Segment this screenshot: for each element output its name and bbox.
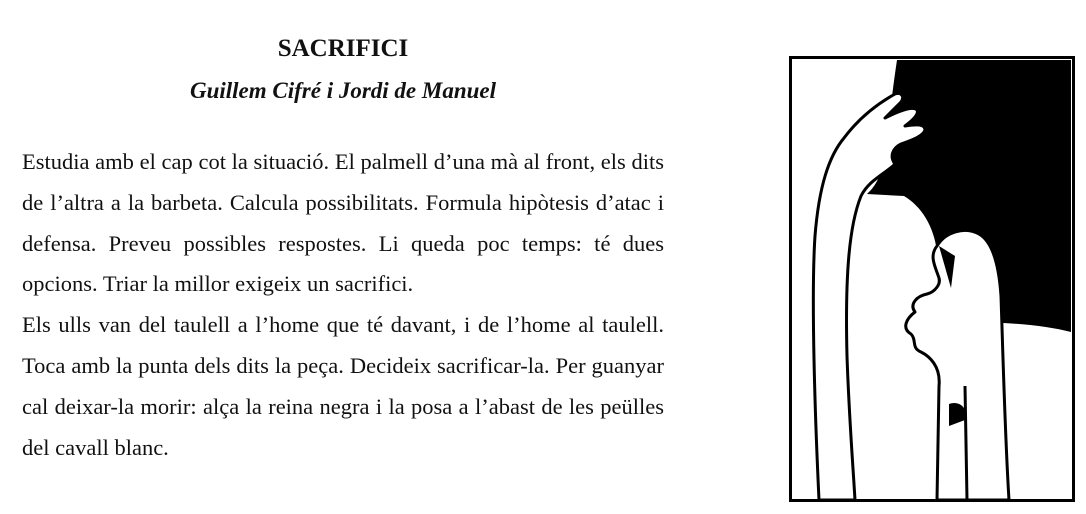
story-paragraph-1: Estudia amb el cap cot la situació. El palmell d’una mà al front, els dits de l’altra a la barbeta. Calcula possibilitats. Formula hipòtesis d’atac i defensa. Preveu possibles respostes. Li queda poc temps: té dues opcions. Triar la millor exigeix un sacrifici. xyxy=(22,149,664,297)
story-authors: Guillem Cifré i Jordi de Manuel xyxy=(189,78,497,103)
story-paragraph-2: Els ulls van del taulell a l’home que té davant, i de l’home al taulell. Toca amb la punta dels dits la peça. Decideix sacrificar-la. Per guanyar cal deixar-la morir: alça la reina negra i la posa a l’abast de les peülles del cavall blanc. xyxy=(22,312,664,460)
story-body xyxy=(22,142,664,468)
neck-line xyxy=(965,386,967,500)
story-title: SACRIFICI xyxy=(277,35,409,62)
ink-drawing xyxy=(789,56,1075,502)
story-illustration xyxy=(789,56,1075,502)
